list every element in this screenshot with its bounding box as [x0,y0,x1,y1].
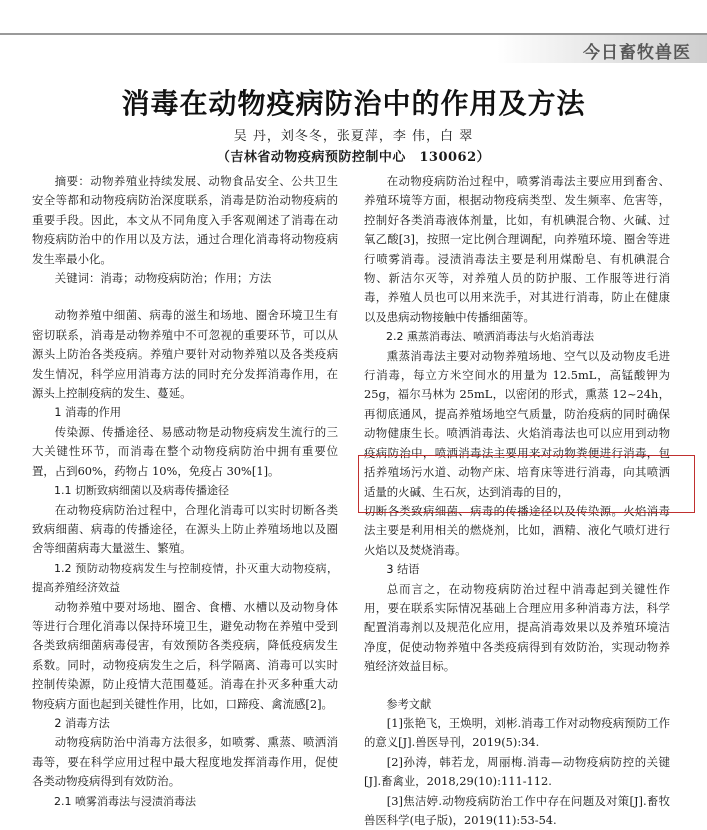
paper-authors: 吴 丹，刘冬冬，张夏萍，李 伟，白 翠 [233,129,474,144]
journal-name: 今日畜牧兽医 [583,43,691,63]
left-column [32,172,338,811]
subsection-2-2-paragraph: 熏蒸消毒法主要对动物养殖场地、空气以及动物皮毛进行消毒，每立方米空间水的用量为 12.5mL，高锰酸钾为 25g，福尔马林为 25mL，以密闭的形式，熏蒸 12~24h，再彻底通风，提高养殖场地空气质量，防治疫病的同时确保动物健康生长。喷洒消毒法、火焰消毒法也可以应用到动物疫病防治中，喷洒消毒法主要用来对动物粪便进行消毒，包括养殖场污水道、动物产床、培育床等进行消毒，向其喷洒适量的火碱、生石灰，达到消毒的目的， [364,348,670,499]
highlighted-paragraph: 切断各类致病细菌、病毒的传播途径以及传染源。火焰消毒法主要是利用相关的燃烧剂，比如，酒精、液化气喷灯进行火焰以及焚烧消毒。 [364,503,670,557]
subsection-heading-1-2: 1.2 预防动物疫病发生与控制疫情，扑灭重大动物疫病，提高养殖经济效益 [32,561,338,595]
spacer [32,288,338,306]
paper-title: 消毒在动物疫病防治中的作用及方法 [121,87,586,120]
subsection-1-2-paragraph: 动物养殖中要对场地、圈舍、食槽、水槽以及动物身体等进行合理化消毒以保持环境卫生，避免动物在养殖中受到各类致病细菌病毒侵害，有效预防各类疫病，降低疫病发生系数。同时，动物疫病发生之后，科学隔离、消毒可以实时控制传染源，防止疫情大范围蔓延。消毒在扑灭多种重大动物疫病方面也起到关键性作用，比如，口蹄疫、禽流感[2]。 [32,599,338,711]
section-1-paragraph: 传染源、传播途径、易感动物是动物疫病发生流行的三大关键性环节，而消毒在整个动物疫病防治中拥有重要位置，占到60%，药物占 10%，免疫占 30%[1]。 [32,424,338,478]
subsection-heading-1-1: 1.1 切断致病细菌以及病毒传播途径 [54,484,229,498]
paper-affiliation: （吉林省动物疫病预防控制中心 130062） [216,150,491,165]
section-heading-1: 1 消毒的作用 [54,406,122,420]
references-title: 参考文献 [386,697,432,711]
journal-header-bar [0,33,707,65]
subsection-heading-2-2: 2.2 熏蒸消毒法、喷洒消毒法与火焰消毒法 [386,330,594,344]
subsection-2-1-paragraph: 在动物疫病防治过程中，喷雾消毒法主要应用到畜舍、养殖环境等方面，根据动物疫病类型、发生频率、危害等，控制好各类消毒液体剂量，比如，有机碘混合物、火碱、过氧乙酸[3]，按照一定比例合理调配，向养殖环境、圈舍等进行喷雾消毒。浸渍消毒法主要是利用煤酚皂、有机碘混合物、新洁尔灭等，对养殖人员的防护服、工作服等进行消毒，养殖人员也可以用来洗手，对其进行消毒，防止在健康以及患病动物接触中传播细菌等。 [364,174,670,324]
spacer [364,677,670,695]
intro-paragraph: 动物养殖中细菌、病毒的滋生和场地、圈舍环境卫生有密切联系，消毒是动物养殖中不可忽视的重要环节，可以从源头上防治各类疫病。养殖户要针对动物养殖以及各类疫病发生情况，科学应用消毒方法的同时充分发挥消毒作用，在源头上控制疫病的发生、蔓延。 [32,308,338,401]
section-heading-2: 2 消毒方法 [54,716,110,730]
highlight-box [358,455,695,513]
section-3-paragraph: 总而言之，在动物疫病防治过程中消毒起到关键性作用，要在联系实际情况基础上合理应用多种消毒方法，科学配置消毒剂以及规范化应用，提高消毒效果以及养殖环境洁净度，促使动物养殖中各类疫病得到有效防治，实现动物养殖经济效益目标。 [364,581,670,674]
subsection-heading-2-1: 2.1 喷雾消毒法与浸渍消毒法 [54,794,196,808]
subsection-1-1-paragraph: 在动物疫病防治过程中，合理化消毒可以实时切断各类致病细菌、病毒的传播途径，在源头上防止养殖场地以及圈舍等细菌病毒大量滋生、繁殖。 [32,502,338,556]
keywords: 关键词：消毒；动物疫病防治；作用；方法 [54,271,272,286]
abstract: 摘要：动物养殖业持续发展、动物食品安全、公共卫生安全等都和动物疫病防治深度联系，消毒是防治动物疫病的重要手段。因此，本文从不同角度入手客观阐述了消毒在动物疫病防治中的作用以及方法，通过合理化消毒将动物疫病发生率最小化。 [32,174,338,266]
section-heading-3: 3 结语 [386,563,420,577]
reference-item: [3]焦洁婷.动物疫病防治工作中存在问题及对策[J].畜牧兽医科学(电子版)，2019(11):53-54. [364,793,670,827]
reference-item: [1]张艳飞，王焕明，刘彬.消毒工作对动物疫病预防工作的意义[J].兽医导刊，2019(5):34. [364,715,670,750]
section-2-paragraph: 动物疫病防治中消毒方法很多，如喷雾、熏蒸、喷洒消毒等，要在科学应用过程中最大程度地发挥消毒作用，促使各类动物疫病得到有效防治。 [32,735,338,789]
reference-item: [2]孙涛，韩若龙，周丽梅.消毒—动物疫病防控的关键[J].畜禽业，2018,29(10):111-112. [364,754,670,789]
